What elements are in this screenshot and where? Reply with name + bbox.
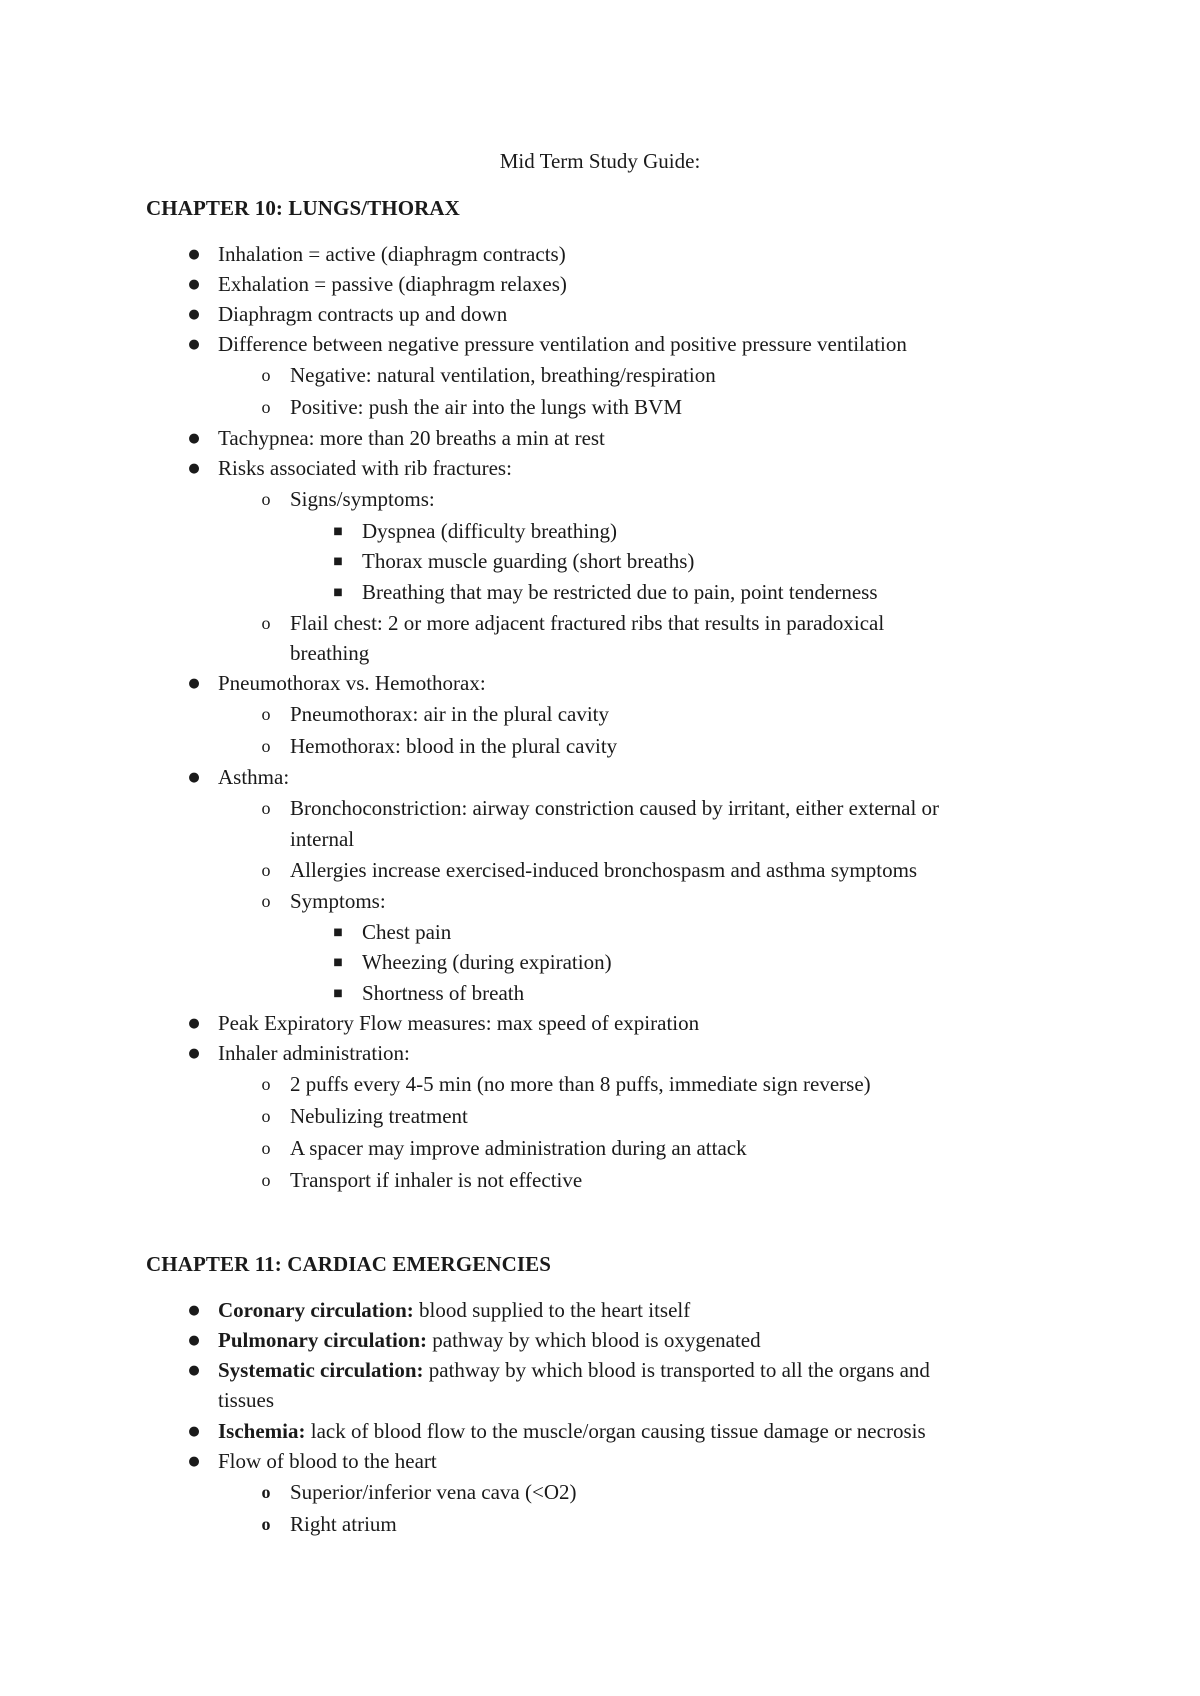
list-item: o Nebulizing treatment [290, 1101, 468, 1132]
list-item: o Bronchoconstriction: airway constriction caused by irritant, either external or [290, 793, 939, 824]
list-item: ● Tachypnea: more than 20 breaths a min at rest [218, 423, 605, 454]
square-bullet-icon: ■ [333, 587, 343, 598]
circle-bullet-icon: o [261, 1074, 271, 1094]
bullet-icon: ● [188, 337, 200, 352]
square-bullet-icon: ■ [333, 556, 343, 567]
circle-bullet-icon: o [261, 489, 271, 509]
list-item: ● Difference between negative pressure ventilation and positive pressure ventilation [218, 329, 907, 360]
circle-bullet-icon: o [261, 704, 271, 724]
list-item: o A spacer may improve administration during an attack [290, 1133, 747, 1164]
list-item: o Signs/symptoms: [290, 484, 435, 515]
circle-bullet-icon: o [261, 613, 271, 633]
list-item: o Transport if inhaler is not effective [290, 1165, 582, 1196]
list-item: o Right atrium [290, 1509, 397, 1540]
list-item: o Positive: push the air into the lungs with BVM [290, 392, 682, 423]
chapter-10-heading: CHAPTER 10: LUNGS/THORAX [146, 196, 460, 220]
square-bullet-icon: ■ [333, 927, 343, 938]
term: Ischemia: [218, 1419, 306, 1443]
term: Systematic circulation: [218, 1358, 424, 1382]
circle-bullet-icon: o [261, 397, 271, 417]
list-item: o 2 puffs every 4-5 min (no more than 8 puffs, immediate sign reverse) [290, 1069, 871, 1100]
bullet-icon: ● [188, 1016, 200, 1031]
list-item: ● Systematic circulation: pathway by which blood is transported to all the organs and [218, 1355, 930, 1386]
list-item: ■ Wheezing (during expiration) [362, 947, 612, 978]
list-item: o Pneumothorax: air in the plural cavity [290, 699, 609, 730]
bullet-icon: ● [188, 1046, 200, 1061]
list-item: ● Flow of blood to the heart [218, 1446, 437, 1477]
list-item-continuation: internal [290, 827, 355, 851]
list-item: o Allergies increase exercised-induced bronchospasm and asthma symptoms [290, 855, 917, 886]
bullet-icon: ● [188, 770, 200, 785]
chapter-11-heading: CHAPTER 11: CARDIAC EMERGENCIES [146, 1252, 552, 1276]
bullet-icon: ● [188, 676, 200, 691]
bullet-icon: ● [188, 1424, 200, 1439]
circle-bullet-icon: o [261, 798, 271, 818]
list-item: o Superior/inferior vena cava (<O2) [290, 1477, 576, 1508]
square-bullet-icon: ■ [333, 957, 343, 968]
circle-bullet-icon: o [261, 1170, 271, 1190]
list-item: ● Pneumothorax vs. Hemothorax: [218, 668, 486, 699]
term: Pulmonary circulation: [218, 1328, 428, 1352]
circle-bullet-icon: o [261, 1106, 271, 1126]
bullet-icon: ● [188, 1333, 200, 1348]
list-item: ■ Shortness of breath [362, 978, 524, 1009]
list-item: ● Risks associated with rib fractures: [218, 453, 512, 484]
bullet-icon: ● [188, 1454, 200, 1469]
bullet-icon: ● [188, 431, 200, 446]
bullet-icon: ● [188, 247, 200, 262]
list-item: o Negative: natural ventilation, breathing/respiration [290, 360, 716, 391]
list-item: ● Coronary circulation: blood supplied to the heart itself [218, 1295, 690, 1326]
list-item: ■ Chest pain [362, 917, 451, 948]
list-item: ● Diaphragm contracts up and down [218, 299, 507, 330]
circle-bullet-icon: o [261, 1482, 271, 1502]
circle-bullet-icon: o [261, 736, 271, 756]
list-item: o Symptoms: [290, 886, 386, 917]
list-item-continuation: breathing [290, 641, 370, 665]
circle-bullet-icon: o [261, 860, 271, 880]
page-title: Mid Term Study Guide: [499, 149, 701, 173]
list-item: ■ Breathing that may be restricted due to pain, point tenderness [362, 577, 878, 608]
list-item: ● Inhaler administration: [218, 1038, 410, 1069]
term: Coronary circulation: [218, 1298, 414, 1322]
bullet-icon: ● [188, 307, 200, 322]
list-item: ■ Dyspnea (difficulty breathing) [362, 516, 617, 547]
bullet-icon: ● [188, 277, 200, 292]
list-item: ■ Thorax muscle guarding (short breaths) [362, 546, 694, 577]
circle-bullet-icon: o [261, 891, 271, 911]
list-item: ● Peak Expiratory Flow measures: max speed of expiration [218, 1008, 699, 1039]
list-item: o Hemothorax: blood in the plural cavity [290, 731, 617, 762]
bullet-icon: ● [188, 1303, 200, 1318]
list-item: ● Asthma: [218, 762, 289, 793]
bullet-icon: ● [188, 1363, 200, 1378]
list-item: o Flail chest: 2 or more adjacent fractured ribs that results in paradoxical [290, 608, 884, 639]
square-bullet-icon: ■ [333, 526, 343, 537]
list-item: ● Inhalation = active (diaphragm contracts) [218, 239, 566, 270]
bullet-icon: ● [188, 461, 200, 476]
list-item: ● Ischemia: lack of blood flow to the muscle/organ causing tissue damage or necrosis [218, 1416, 926, 1447]
circle-bullet-icon: o [261, 1138, 271, 1158]
square-bullet-icon: ■ [333, 988, 343, 999]
circle-bullet-icon: o [261, 1514, 271, 1534]
list-item: ● Exhalation = passive (diaphragm relaxes) [218, 269, 567, 300]
list-item-continuation: tissues [218, 1388, 275, 1412]
list-item: ● Pulmonary circulation: pathway by which blood is oxygenated [218, 1325, 761, 1356]
circle-bullet-icon: o [261, 365, 271, 385]
